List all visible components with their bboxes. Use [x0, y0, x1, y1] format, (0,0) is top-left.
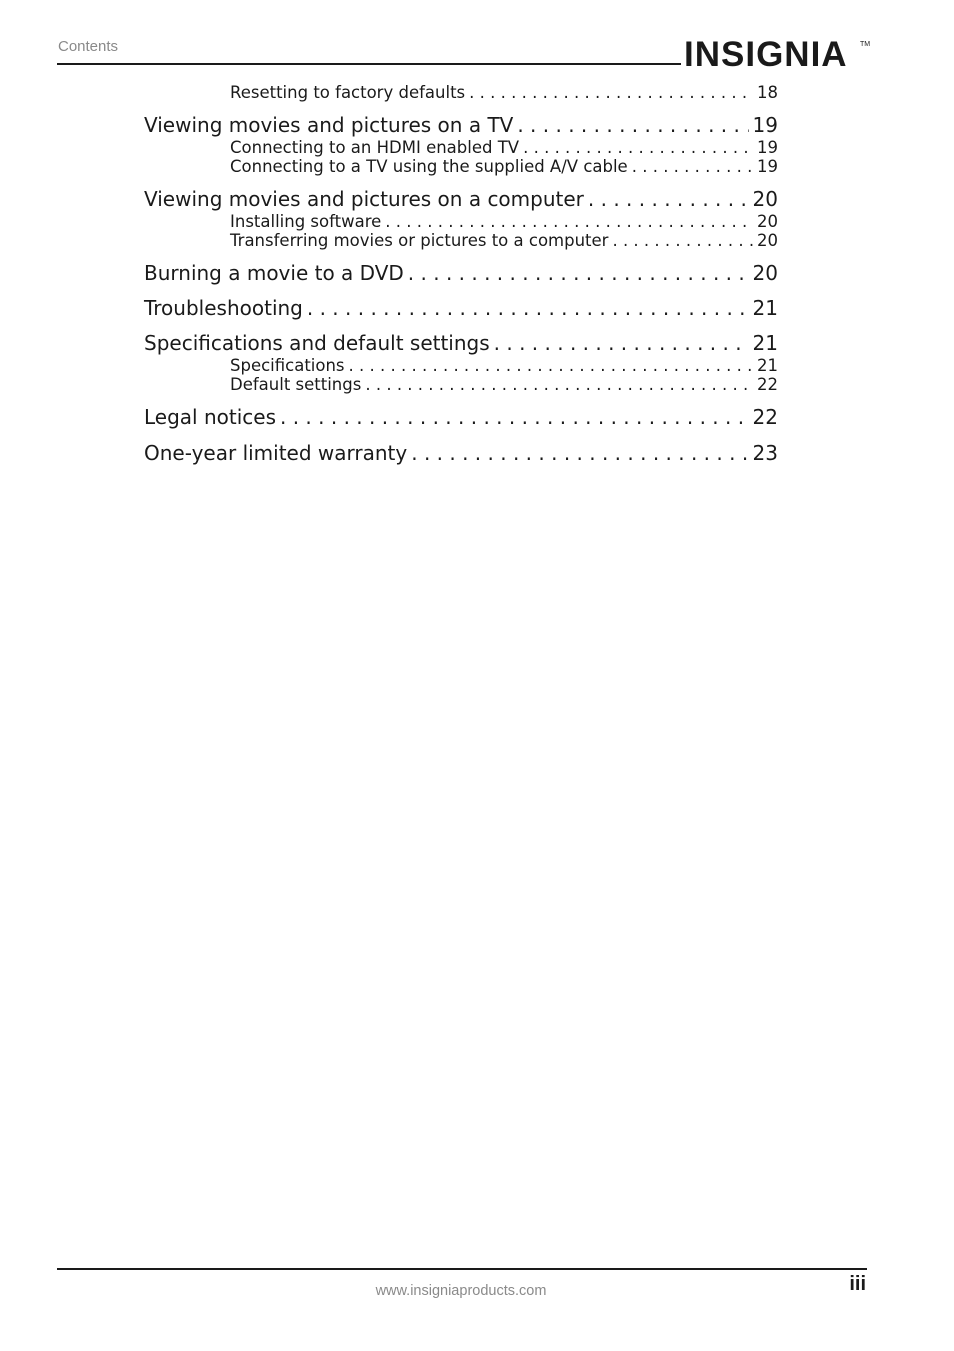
insignia-logo	[684, 26, 870, 82]
toc-entry-page: 19	[757, 138, 778, 157]
toc-entry-page: 20	[757, 231, 778, 250]
toc-dot-leader	[280, 405, 749, 429]
toc-dot-leader	[632, 157, 753, 176]
section-label: Contents	[58, 38, 119, 55]
toc-entry-title: Viewing movies and pictures on a TV	[144, 113, 514, 137]
toc-entry[interactable]	[230, 157, 778, 176]
toc-dot-leader	[612, 231, 753, 250]
toc-entry[interactable]	[144, 187, 778, 211]
toc-entry-page: 21	[757, 356, 778, 375]
toc-entry-page: 22	[757, 375, 778, 394]
toc-entry-title: One-year limited warranty	[144, 441, 408, 465]
toc-entry-title: Default settings	[230, 375, 362, 394]
toc-entry-title: Burning a movie to a DVD	[144, 261, 404, 285]
toc-entry-page: 23	[752, 441, 778, 465]
toc-dot-leader	[385, 212, 753, 231]
toc-entry-title: Troubleshooting	[144, 296, 303, 320]
toc-entry-page: 20	[752, 187, 778, 211]
toc-entry-page: 20	[757, 212, 778, 231]
toc-entry-page: 19	[757, 157, 778, 176]
toc-entry-page: 21	[752, 296, 778, 320]
toc-entry[interactable]	[144, 261, 778, 285]
toc-entry[interactable]	[230, 375, 778, 394]
toc-entry[interactable]	[230, 356, 778, 375]
footer-url: www.insigniaproducts.com	[375, 1283, 547, 1299]
toc-dot-leader	[469, 83, 753, 102]
toc-entry[interactable]	[144, 331, 778, 355]
footer-rule	[57, 1268, 867, 1270]
toc-entry-title: Viewing movies and pictures on a computer	[144, 187, 584, 211]
toc-entry-title: Legal notices	[144, 405, 276, 429]
trademark-mark: TM	[860, 41, 870, 48]
toc-entry-title: Transferring movies or pictures to a computer	[230, 231, 609, 250]
toc-entry-page: 21	[752, 331, 778, 355]
toc-entry[interactable]	[230, 231, 778, 250]
toc-dot-leader	[349, 356, 753, 375]
toc-dot-leader	[517, 113, 748, 137]
toc-entry-title: Connecting to a TV using the supplied A/V cable	[230, 157, 628, 176]
brand-wordmark: INSIGNIA	[684, 35, 848, 74]
toc-dot-leader	[408, 261, 749, 285]
header-rule	[57, 63, 681, 65]
toc-entry[interactable]	[144, 405, 778, 429]
toc-dot-leader	[307, 296, 749, 320]
toc-entry[interactable]	[144, 441, 778, 465]
toc-entry-title: Installing software	[230, 212, 382, 231]
toc-dot-leader	[494, 331, 749, 355]
toc-entry-page: 18	[757, 83, 778, 102]
toc-dot-leader	[365, 375, 753, 394]
toc-entry-title: Specifications	[230, 356, 345, 375]
toc-entry[interactable]	[230, 83, 778, 102]
toc-entry-page: 19	[752, 113, 778, 137]
toc-entry-title: Resetting to factory defaults	[230, 83, 466, 102]
toc-entry-page: 20	[752, 261, 778, 285]
toc-entry-title: Connecting to an HDMI enabled TV	[230, 138, 520, 157]
toc-entry[interactable]	[144, 113, 778, 137]
toc-dot-leader	[588, 187, 749, 211]
toc-entry[interactable]	[230, 212, 778, 231]
toc-entry-page: 22	[752, 405, 778, 429]
toc-entry-title: Specifications and default settings	[144, 331, 490, 355]
toc-entry[interactable]	[230, 138, 778, 157]
toc-entry[interactable]	[144, 296, 778, 320]
page-number: iii	[849, 1273, 866, 1295]
toc-dot-leader	[523, 138, 753, 157]
toc-dot-leader	[411, 441, 748, 465]
